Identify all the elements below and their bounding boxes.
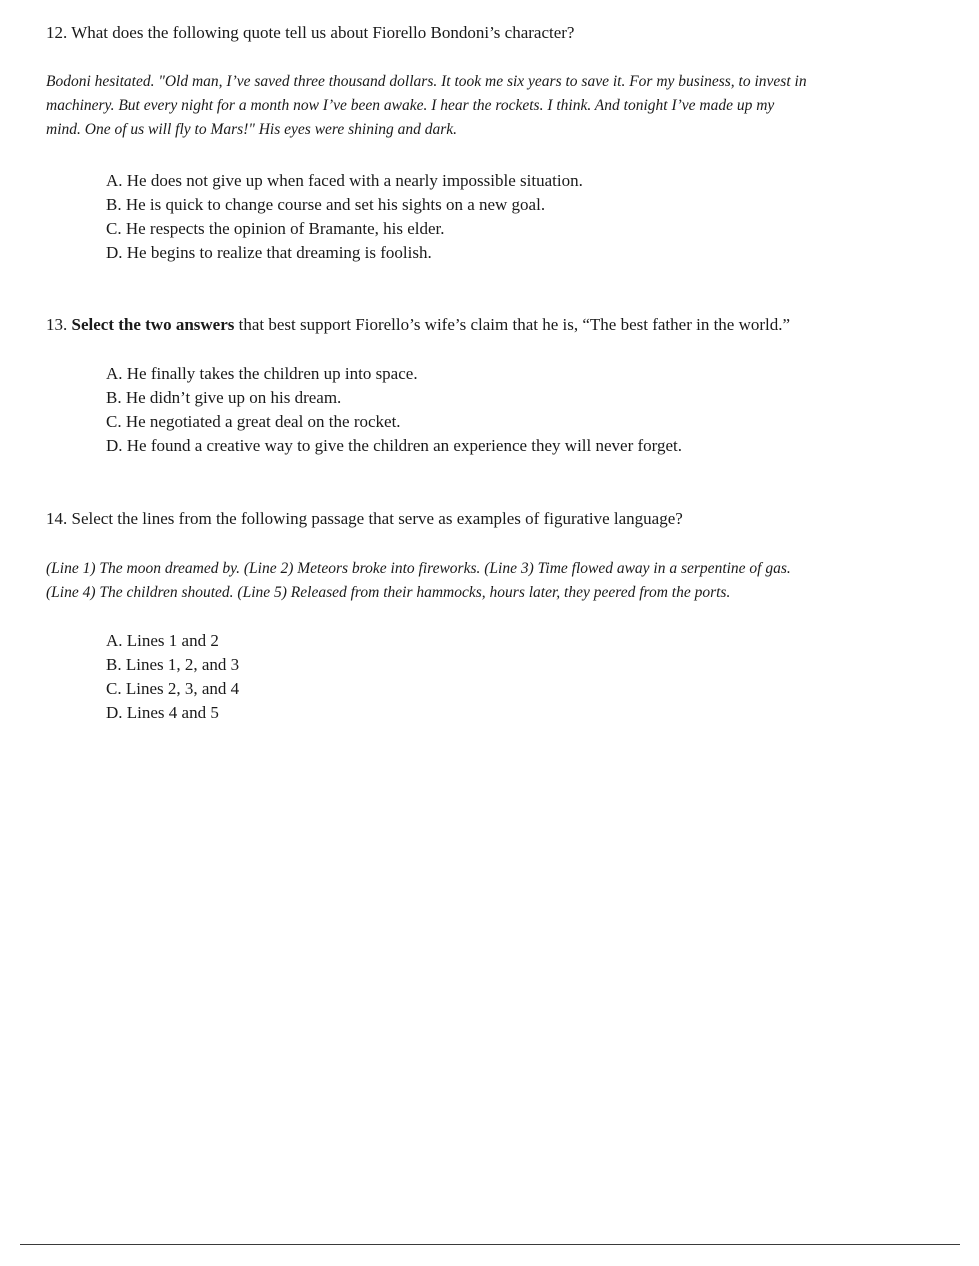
answer-option[interactable]: C. He negotiated a great deal on the rocket. bbox=[106, 412, 401, 431]
question-13-number: 13. bbox=[46, 315, 68, 334]
answer-option[interactable]: A. He finally takes the children up into space. bbox=[106, 364, 418, 383]
question-12-number: 12. bbox=[46, 23, 68, 42]
passage-line: Bodoni hesitated. "Old man, I’ve saved three thousand dollars. It took me six years to save it. For my business, to invest in bbox=[46, 73, 807, 90]
answer-option[interactable]: D. He found a creative way to give the children an experience they will never forget. bbox=[106, 436, 683, 455]
question-12-options bbox=[106, 169, 583, 265]
answer-option[interactable]: C. He respects the opinion of Bramante, his elder. bbox=[106, 219, 445, 238]
question-14-passage bbox=[46, 557, 926, 605]
answer-option[interactable]: D. Lines 4 and 5 bbox=[106, 703, 219, 722]
question-13-title bbox=[46, 314, 790, 336]
question-14-title bbox=[46, 508, 683, 530]
answer-option[interactable]: B. Lines 1, 2, and 3 bbox=[106, 655, 240, 674]
answer-option[interactable]: C. Lines 2, 3, and 4 bbox=[106, 679, 240, 698]
question-13-prompt: that best support Fiorello’s wife’s claim that he is, “The best father in the world.” bbox=[234, 315, 791, 334]
question-13-options bbox=[106, 362, 682, 458]
page-bottom-divider bbox=[20, 1244, 960, 1245]
answer-option[interactable]: D. He begins to realize that dreaming is foolish. bbox=[106, 243, 432, 262]
question-12-prompt: What does the following quote tell us about Fiorello Bondoni’s character? bbox=[71, 23, 575, 42]
answer-option[interactable]: A. He does not give up when faced with a nearly impossible situation. bbox=[106, 171, 583, 190]
question-13-prompt-emphasis: Select the two answers bbox=[71, 315, 235, 334]
question-12-title bbox=[46, 22, 574, 44]
question-14-number: 14. bbox=[46, 509, 68, 528]
answer-option[interactable]: A. Lines 1 and 2 bbox=[106, 631, 219, 650]
passage-line: (Line 4) The children shouted. (Line 5) Released from their hammocks, hours later, they peered from the ports. bbox=[46, 584, 731, 601]
passage-line: mind. One of us will fly to Mars!" His eyes were shining and dark. bbox=[46, 121, 458, 138]
passage-line: machinery. But every night for a month now I’ve been awake. I hear the rockets. I think. And tonight I’ve made up my bbox=[46, 97, 775, 114]
question-14-prompt: Select the lines from the following passage that serve as examples of figurative language? bbox=[71, 509, 683, 528]
answer-option[interactable]: B. He didn’t give up on his dream. bbox=[106, 388, 342, 407]
question-12-passage bbox=[46, 70, 926, 142]
answer-option[interactable]: B. He is quick to change course and set his sights on a new goal. bbox=[106, 195, 546, 214]
passage-line: (Line 1) The moon dreamed by. (Line 2) Meteors broke into fireworks. (Line 3) Time flowed away in a serpentine of gas. bbox=[46, 560, 791, 577]
question-14-options bbox=[106, 629, 239, 725]
